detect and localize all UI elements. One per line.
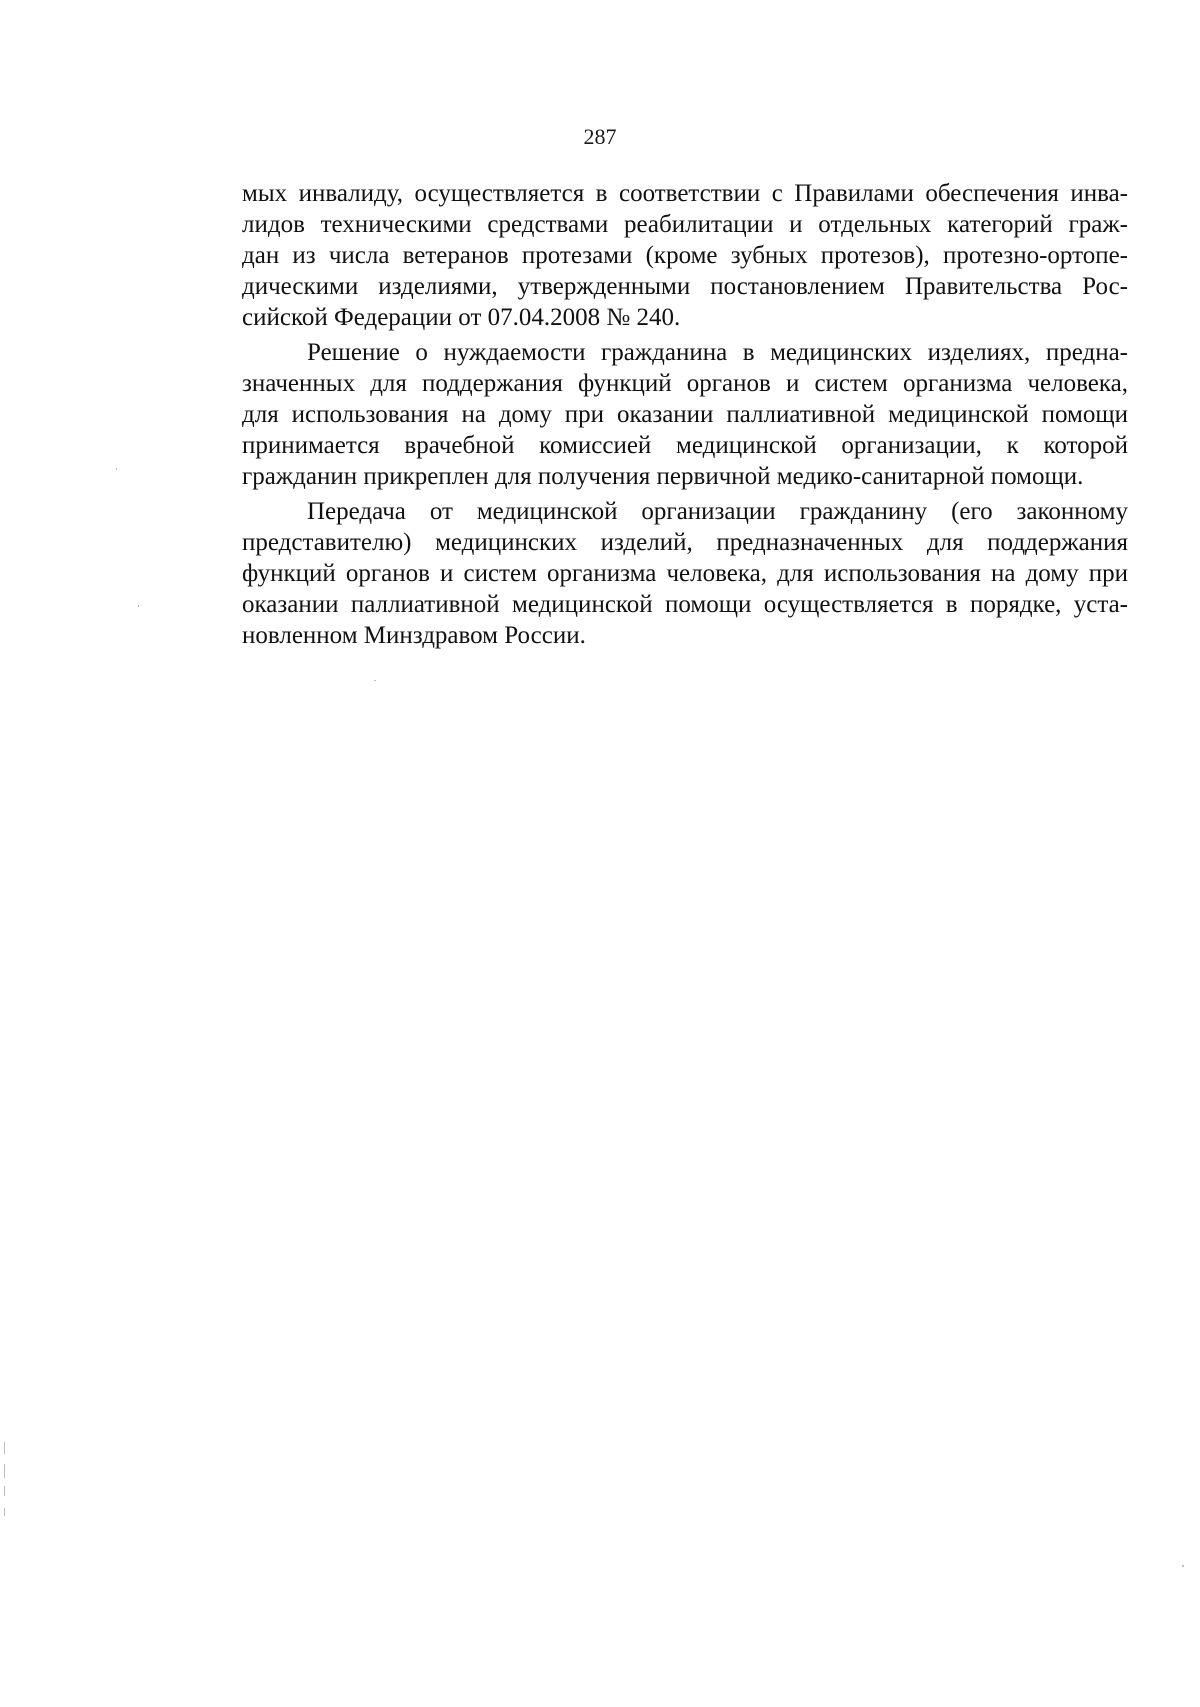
scan-artifact <box>138 605 139 607</box>
text-line: гражданин прикреплен для получения первичной медико-санитарной помощи. <box>242 463 1084 490</box>
text-line: дическими изделиями, утвержденными постановлением Правительства Рос- <box>242 273 1128 300</box>
text-line: для использования на дому при оказании паллиативной медицинской помощи <box>242 401 1128 428</box>
text-line: новленном Минздравом России. <box>242 622 586 649</box>
scan-artifact <box>116 468 117 470</box>
text-line: дан из числа ветеранов протезами (кроме зубных протезов), протезно-ортопе- <box>242 242 1128 269</box>
scan-artifact <box>4 1486 5 1496</box>
text-line: функций органов и систем организма человека, для использования на дому при <box>242 560 1128 587</box>
page-number: 287 <box>583 124 617 149</box>
paragraph-2 <box>242 337 1128 492</box>
text-line: Передача от медицинской организации гражданину (его законному <box>307 498 1128 525</box>
scan-artifact <box>1182 1565 1184 1567</box>
paragraph-1 <box>242 178 1128 333</box>
paragraph-3 <box>242 496 1128 651</box>
scan-artifact <box>4 1442 5 1454</box>
scan-artifact <box>374 680 376 681</box>
scan-artifact <box>4 1508 5 1516</box>
text-line: лидов техническими средствами реабилитации и отдельных категорий граж- <box>242 211 1128 238</box>
text-line: мых инвалиду, осуществляется в соответствии с Правилами обеспечения инва- <box>242 180 1128 207</box>
text-line: принимается врачебной комиссией медицинской организации, к которой <box>242 432 1128 459</box>
text-line: значенных для поддержания функций органов и систем организма человека, <box>242 370 1128 397</box>
text-line: оказании паллиативной медицинской помощи осуществляется в порядке, уста- <box>242 591 1128 618</box>
scan-artifact <box>4 1464 5 1478</box>
document-body <box>242 178 1128 655</box>
text-line: Решение о нуждаемости гражданина в медицинских изделиях, предна- <box>307 339 1128 366</box>
text-line: сийской Федерации от 07.04.2008 № 240. <box>242 304 681 331</box>
text-line: представителю) медицинских изделий, предназначенных для поддержания <box>242 529 1128 556</box>
